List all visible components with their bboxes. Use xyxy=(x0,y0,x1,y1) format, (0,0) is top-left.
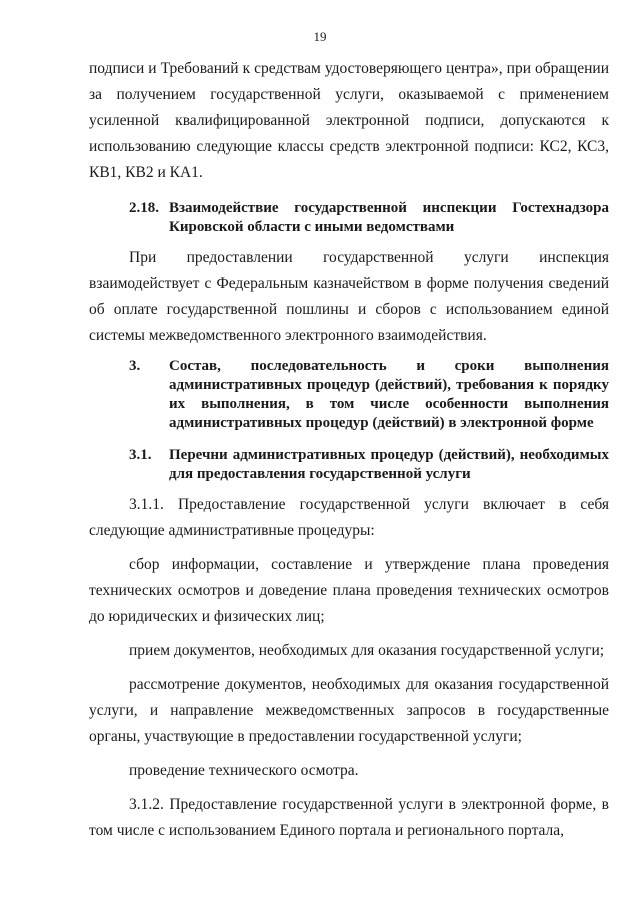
paragraph: 3.1.2. Предоставление государственной услуги в электронной форме, в том числе с использованием Единого портала и регионального портала, xyxy=(89,796,609,839)
section-number: 3. xyxy=(129,358,141,374)
section-heading-3 xyxy=(129,357,609,433)
paragraph: При предоставлении государственной услуги инспекция взаимодействует с Федеральным казначейством в форме получения сведений об оплате государственной пошлины и сборов с использованием единой системы межведомственного электронного взаимодействия. xyxy=(89,249,609,344)
paragraph: подписи и Требований к средствам удостоверяющего центра», при обращении за получением государственной услуги, оказываемой с применением усиленной квалифицированной электронной подписи, допускаются к использованию следующие классы средств электронной подписи: КС2, КС3, КВ1, КВ2 и КА1. xyxy=(89,60,609,181)
page-number: 19 xyxy=(313,29,327,44)
paragraph: сбор информации, составление и утверждение плана проведения технических осмотров и доведение плана проведения технических осмотров до юридических и физических лиц; xyxy=(89,556,609,625)
section-number: 3.1. xyxy=(129,447,152,463)
paragraph: прием документов, необходимых для оказания государственной услуги; xyxy=(129,642,605,659)
section-title: Состав, последовательность и сроки выполнения административных процедур (действий), требования к порядку их выполнения, в том числе особенности выполнения административных процедур (действий) в электронной форме xyxy=(169,358,609,431)
paragraph: 3.1.1. Предоставление государственной услуги включает в себя следующие административные процедуры: xyxy=(89,496,609,539)
section-title: Перечни административных процедур (действий), необходимых для предоставления государственной услуги xyxy=(169,447,609,482)
section-title: Взаимодействие государственной инспекции Гостехнадзора Кировской области с иными ведомствами xyxy=(169,200,609,235)
section-heading-2-18 xyxy=(129,199,609,237)
document-body xyxy=(89,56,609,844)
paragraph: проведение технического осмотра. xyxy=(129,762,359,779)
section-number: 2.18. xyxy=(129,200,159,216)
section-heading-3-1 xyxy=(129,446,609,484)
paragraph: рассмотрение документов, необходимых для оказания государственной услуги, и направление межведомственных запросов в государственные органы, участвующие в предоставлении государственной услуги; xyxy=(89,676,609,745)
